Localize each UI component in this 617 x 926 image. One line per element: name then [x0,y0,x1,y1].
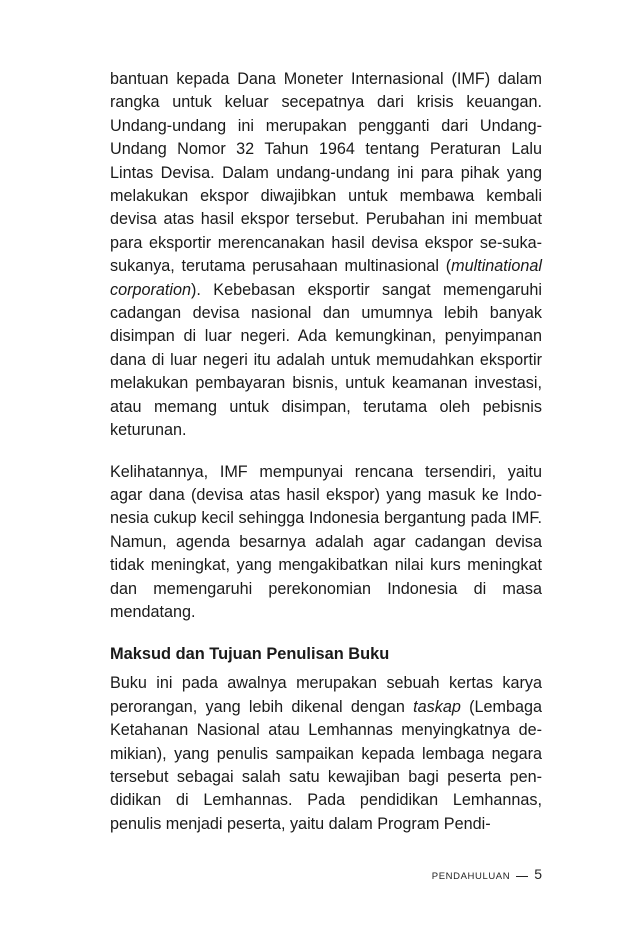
paragraph-gap [110,443,542,461]
paragraph-gap [110,624,542,642]
paragraph-imf-foreign-exchange [110,68,542,443]
page-footer [400,866,542,882]
footer-dash [516,876,528,877]
italic-term: multinational corporation [110,257,542,299]
section-heading: Maksud dan Tujuan Penulisan Buku [110,645,390,664]
page-number: 5 [534,866,542,882]
running-footer-section: PENDAHULUAN [431,871,511,882]
paragraph-text: ). Kebebasan eksportir sangat memengaruhi cadangan devisa nasional dan umumnya lebih banyak disimpan di luar negeri. Ada kemungkinan, penyimpanan dana di luar negeri itu adalah untuk memudahkan eksportir melakukan pembayaran bisnis, untuk keamanan investasi, atau memang untuk disimpan, terutama oleh pebisnis keturunan. [110,280,542,440]
italic-term: taskap [413,697,461,716]
paragraph-text: bantuan kepada Dana Moneter Internasional (IMF) dalam rangka untuk keluar secepatnya dari krisis keuangan. Undang-undang ini merupakan pengganti dari Undang-Undang Nomor 32 Tahun 1964 tentang Peraturan Lalu Lintas Devisa. Dalam undang-undang ini para pihak yang melakukan ekspor diwajibkan untuk membawa kembali devisa atas hasil ekspor tersebut. Perubahan ini membuat para eksportir merencanakan hasil devisa ekspor se-suka-sukanya, terutama perusahaan multinasional ( [110,70,542,276]
paragraph-book-purpose [110,672,542,836]
page-body [110,68,542,836]
paragraph-imf-plan: Kelihatannya, IMF mempunyai rencana tersendiri, yaitu agar dana (devisa atas hasil ekspor) yang masuk ke Indo-nesia cukup kecil sehingga Indonesia bergantung pada IMF. Namun, agenda besarnya adalah agar cadangan devisa tidak meningkat, yang mengakibatkan nilai kurs meningkat dan memengaruhi perekonomian Indonesia di masa mendatang. [110,462,542,621]
paragraph-text: (Lembaga Ketahanan Nasional atau Lemhannas menyingkatnya de-mikian), yang penulis sampaikan kepada lembaga negara tersebut sebagai salah satu kewajiban bagi peserta pen-didikan di Lemhannas. Pada pendidikan Lemhannas, penulis menjadi peserta, yaitu dalam Program Pendi- [110,697,542,833]
paragraph-text: Buku ini pada awalnya merupakan sebuah kertas karya perorangan, yang lebih dikenal dengan [110,674,542,716]
